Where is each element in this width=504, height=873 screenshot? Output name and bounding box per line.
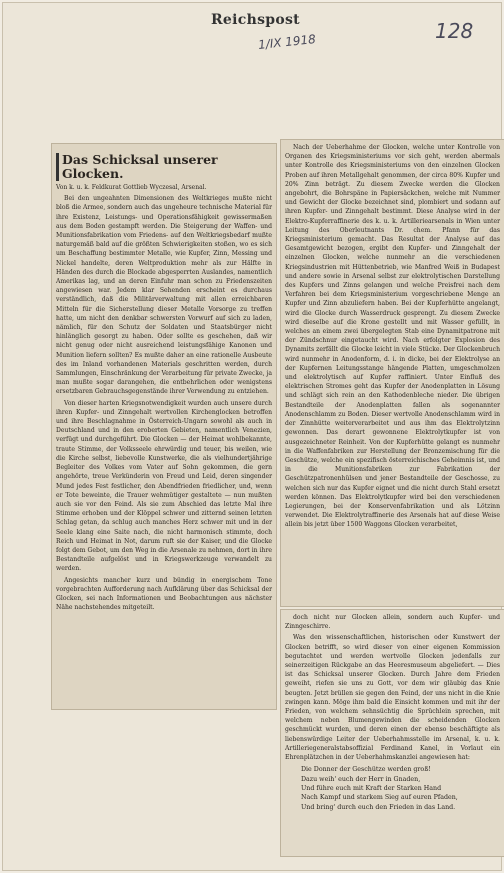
article-paragraph: Angesichts mancher kurz und bündig in energischem Tone vorgebrachten Aufforderung nach Aufklärung über das Schicksal der Glocken, sei nach Informationen und Beobachtungen aus nächster Nähe nachstehendes mitgeteilt. (56, 576, 272, 612)
handwritten-number: 128 (435, 19, 474, 43)
poem-line: Dazu weih' euch der Herr in Gnaden, (301, 775, 421, 783)
masthead: Reichspost (211, 12, 300, 28)
poem-line: Nach Kampf und starkem Sieg auf euren Pfaden, (301, 794, 458, 802)
article-paragraph: Nach der Ueberhahme der Glocken, welche unter Kontrolle von Organen des Kriegsministeriums vor sich geht, werden abermals unter Kontrolle des Kriegsministeriums von den einzelnen Glocken Proben auf ihren Metallgehalt genommen, der circa 80% Kupfer und 20% Zinn beträgt. Zu diesem Zwecke werden die Glocken angebohrt, die Bohrspäne in Papiersäckchen, welche mit Nummer und Gewicht der Glocke bezeichnet sind, plombiert und sodann auf ihren Kupfer- und Zinngehalt bestimmt. Diese Analyse wird in der Elektro-Kupferraffinerie des k. u. k. Artilleriearsenals in Wien unter Leitung des Oberleutnants Dr. chem. Pfann für das Kriegsministerium gemacht. Das Resultat der Analyse auf das Gesamtgewicht bezogen, ergibt den Kupfer- und Zinngehalt der einzelnen Glocken, welche nunmehr an die verschiedenen Kriegsindustrien mit Hüttenbetrieb, wie Manfred Weiß in Budapest und andere sowie in Arsenal selbst zur elektrolytischen Darstellung des Kupfers und Zinns gelangen und welche Preisfrei nach dem Verfahren bei dem Kriegsministerium vorgeschriebene Menge an Kupfer und Zinn abzuliefern haben. Bei der Kupferhütte angelangt, wird die Glocke durch Wasserdruck gesprengt. Zu diesem Zwecke wird dieselbe auf die Krone gestellt und mit Wasser gefüllt, in welches an einem zwei übergelegten Stab eine Dynamitpatrone mit der Zündschnur eingetaucht wird. Nach erfolgter Explosion des Dynamits zerfällt die Glocke leicht in viele Stücke. Der Glockenbruch wird nunmehr in Anodenform, d. i. in dicke, bei der Elektrolyse an der Kupfernen Leitungsstange hängende Platten, umgeschmolzen und elektrolytisch auf Kupfer raffiniert. Unter Einfluß des elektrischen Stromes geht das Kupfer der Anodenplatten in Lösung und schlägt sich rein an den Kathodenbleche nieder. Die übrigen Bestandteile der Anodenplatten fallen als sogenannter Anodenschlamm zu Boden. Dieser wertvolle Anodenschlamm wird in der Zinnhütte weiterverarbeitet und aus ihm das Elektrolytzinn gewonnen. Das derart gewonnene Elektrolytkupfer ist von ausgezeichneter Reinheit. Von der Kupferhütte gelangt es nunmehr in die Waffenfabriken zur Herstellung der Bronzemischung für die Geschütze, welche ein spezifisch österreichisches Geheimnis ist, und in die Munitionsfabriken zur Fabrikation der Geschützpatronenhülsen und jener Bestandteile der Geschosse, zu welchen sich nur das Kupfer eignet und die nicht durch Stahl ersetzt werden können. Das Elektrolytkupfer wird bei den verschiedenen Legierungen, bei der Konservenfabrikation und als Lötzinn verwendet. Die Elektrolytraffinerie des Arsenals hat auf diese Weise allein bis jetzt über 1500 Waggons Glocken verarbeitet, (285, 144, 500, 529)
article-paragraph: Bei den ungeahnten Dimensionen des Weltkrieges mußte nicht bloß die Armee, sondern auch das ungeheure technische Material für ihre Existenz, Leistungs- und Operationsfähigkeit gewissermaßen aus dem Boden gestampft werden. Die Steigerung der Waffen- und Munitionsfabrikation vom Friedens- auf den Weltkriegsbedarf mußte naturgemäß bald auf die größten Schwierigkeiten stoßen, wo es sich um Beschaffung bestimmter Metalle, wie Kupfer, Zinn, Messing und Nickel handelte, deren Weltproduktion mehr als zur Hälfte in Händen des durch die Blockade abgesperrten Auslandes, namentlich Amerikas lag, und an deren Einfuhr man schon zu Friedenszeiten angewiesen war. Jedem klar Sehenden erscheint es durchaus verständlich, daß die Militärverwaltung mit allen erreichbaren Mitteln für die Sicherstellung dieser Metalle Vorsorge zu treffen hatte, um nicht den denkbar schwersten Vorwurf auf sich zu laden, nämlich, für den Schutz der Soldaten und Staatsbürger nicht hinlänglich gesorgt zu haben. Oder sollte es geschehen, daß wir nicht genug oder nicht ausreichend leistungsfähige Kanonen und Munition liefern sollten? Es mußte daher an eine rationelle Ausbeute des im Inland vorhandenen Materials geschritten werden, durch Sammlungen, Einschränkung der Verarbeitung für private Zwecke, ja man mußte sogar darangehen, die entbehrlichen oder wenigstens ersetzbaren Gebrauchsgegenstände ihrer Verwendung zu entziehen. (56, 195, 272, 396)
handwritten-date: 1/IX 1918 (257, 32, 317, 52)
article-title: Das Schicksal unserer Glocken. (56, 153, 272, 181)
poem-line: Und bring' durch euch den Frieden in das Land. (301, 803, 456, 811)
article-paragraph: Was den wissenschaftlichen, historischen oder Kunstwert der Glocken betrifft, so wird dieser von einer eigenen Kommission begutachtet und werden wertvolle Glocken jedenfalls zur seinerzeitigen Rückgabe an das Heeresmuseum abgeliefert. — Dies ist das Schicksal unserer Glocken. Durch Jahre dem Frieden geweiht, riefen sie uns zu Gott, vor dem wir gläubig das Knie beugten. Jetzt brüllen sie gegen den Feind, der uns nicht in die Knie zwingen kann. Möge ihm bald die Einsicht kommen und mit ihr der Frieden, von welchem sehnsüchtig die Sprüchlein sprechen, mit welchem neben Blumengewinden die scheidenden Glocken geschmückt wurden, und deren einen der ebenso beschäftigte als liebenswürdige Leiter der Ueberhahmsstelle im Arsenal, k. u. k. Artilleriegeneralstabsoffizial Ferdinand Kanel, in Vorlaut ein Ehrenplätzchen in der Ueberhahmskanzlei angewiesen hat: (285, 634, 500, 762)
clipping-right-column-top (280, 139, 504, 607)
newspaper-sheet (2, 2, 502, 871)
poem-line: Die Donner der Geschütze werden groß! (301, 766, 431, 774)
poem (285, 765, 500, 812)
clipping-left-column (51, 143, 277, 710)
clipping-right-column-bottom (280, 609, 504, 857)
poem-line: Und führe euch mit Kraft der Starken Hand (301, 785, 442, 793)
article-paragraph: doch nicht nur Glocken allein, sondern auch Kupfer- und Zinngeschirre. (285, 614, 500, 631)
article-author: Von k. u. k. Feldkurat Gottlieb Wyczesal, Arsenal. (56, 184, 207, 191)
article-paragraph: Von dieser harten Kriegsnotwendigkeit wurden auch unsere durch ihren Kupfer- und Zinngehalt wertvollen Kirchenglocken betroffen und ihre Beschlagnahme in Österreich-Ungarn sowohl als auch in Deutschland und in den eroberten Gebieten, namentlich Venezien, verfügt und durchgeführt. Die Glocken — der Heimat wohlbekannte, traute Stimme, der Volksseele ehrwürdig und teuer, bis weilen, wie die Kirche selbst, liebevolle Kunstwerke, die als vielhundertjährige Begleiter des Volkes vom Vater auf Sohn gekommen, die gern angehörte, treue Verkünderin von Freud und Leid, deren singender Mund jedes Fest festlicher, den Abendfrieden friedlicher, und, wenn er Tote beweinte, die Trauer wehmütiger gestaltete — nun mußten auch sie vor den Feind. Als sie zum Abschied das letzte Mal ihre Stimme erhoben und der Klöppel schwer und zitternd seinen letzten Schlag getan, da schlug auch manches Herz schwer mit und in der Seele klang eine Saite nach, die nicht harmonisch stimmte, doch Reich und Heimat in Not, darum ruft sie der Kaiser, und die Glocke folgt dem Gebot, um den Weg in die Arsenale zu nehmen, dort in ihre Bestandteile aufgelöst und in Kriegswerkzeuge verwandelt zu werden. (56, 399, 272, 573)
